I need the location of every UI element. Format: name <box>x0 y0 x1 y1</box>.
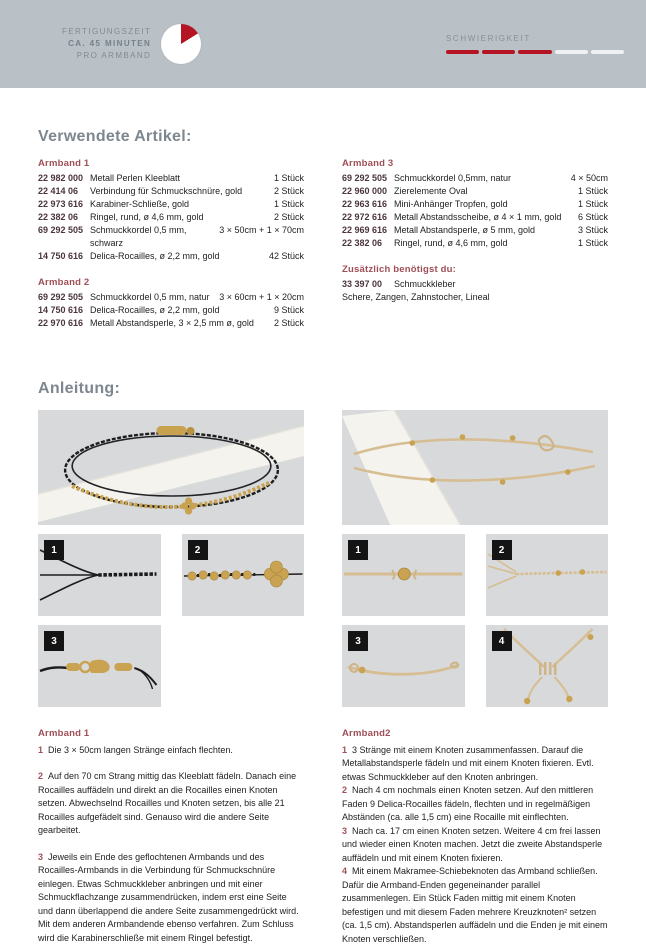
hero-photo-armband1 <box>38 410 304 525</box>
instructions-armband2 <box>342 727 608 946</box>
article-quantity: 1 Stück <box>577 186 608 196</box>
article-number: 22 414 06 <box>38 186 79 196</box>
step-number: 2 <box>342 785 348 795</box>
article-row <box>38 291 304 304</box>
header-band <box>0 0 646 88</box>
article-group-armband3 <box>342 158 608 250</box>
article-row <box>38 172 304 185</box>
used-articles-left-column <box>38 158 304 344</box>
article-number: 22 973 616 <box>38 199 84 209</box>
article-description: Schmuckkordel 0,5mm, natur <box>394 173 512 183</box>
article-quantity: 42 Stück <box>268 251 304 261</box>
article-quantity: 4 × 50cm <box>570 173 608 183</box>
article-group-heading: Armband 3 <box>342 158 394 169</box>
article-quantity: 1 Stück <box>273 199 304 209</box>
clock-pie-icon <box>161 24 201 64</box>
step-photo-armband1-3 <box>38 625 161 707</box>
article-number: 14 750 616 <box>38 251 84 261</box>
difficulty-segment-2 <box>482 50 515 54</box>
difficulty-block <box>446 34 624 54</box>
step-photo-armband1-1 <box>38 534 161 616</box>
article-row <box>38 317 304 330</box>
article-description: Schmuckkordel 0,5 mm, schwarz <box>90 225 187 248</box>
hero-photo-armband2 <box>342 410 608 525</box>
difficulty-bar <box>446 50 624 54</box>
article-group-heading: Zusätzlich benötigst du: <box>342 264 457 275</box>
step-badge: 1 <box>348 540 368 560</box>
article-number: 69 292 505 <box>38 292 84 302</box>
guide-title: Anleitung: <box>38 380 121 397</box>
article-description: Delica-Rocailles, ø 2,2 mm, gold <box>90 305 220 315</box>
step-photo-armband1-2 <box>182 534 305 616</box>
article-description: Metall Abstandsperle, ø 5 mm, gold <box>394 225 536 235</box>
step-text: Jeweils ein Ende des geflochtenen Armbands und des Rocailles-Armbands in die Verbindung für Schmuckschnüre einlegen. Etwas Schmuckkleber anbringen und mit einer Schmuckflachzange zusammendrücken, indem erst eine Seite und dann überlappend die andere Seite zusammengedrückt wird. Mit dem anderen Armbandende ebenso verfahren. Zum Schluss wird die Karabinerschließe mit einem Ringel befestigt. <box>38 851 299 943</box>
article-number: 14 750 616 <box>38 305 84 315</box>
article-description: Delica-Rocailles, ø 2,2 mm, gold <box>90 251 220 261</box>
article-description: Ringel, rund, ø 4,6 mm, gold <box>90 212 204 222</box>
article-row <box>38 250 304 263</box>
instruction-step <box>38 744 304 758</box>
step-number: 1 <box>38 744 44 755</box>
article-quantity: 1 Stück <box>273 173 304 183</box>
step-photos-armband1 <box>38 534 304 707</box>
step-photo-armband2-2 <box>486 534 609 616</box>
article-row <box>342 185 608 198</box>
article-number: 33 397 00 <box>342 279 383 289</box>
step-photos-armband2 <box>342 534 608 707</box>
step-number: 4 <box>342 866 348 876</box>
step-number: 1 <box>342 744 348 755</box>
article-row <box>38 185 304 198</box>
step-text: Die 3 × 50cm langen Stränge einfach flechten. <box>48 744 233 755</box>
article-number: 22 982 000 <box>38 173 84 183</box>
article-quantity: 1 Stück <box>577 199 608 209</box>
article-quantity: 3 × 60cm + 1 × 20cm <box>219 292 304 302</box>
article-number: 22 970 616 <box>38 318 84 328</box>
article-row <box>38 211 304 224</box>
article-row <box>342 278 608 291</box>
step-badge: 1 <box>44 540 64 560</box>
article-number: 22 963 616 <box>342 199 388 209</box>
article-description: Schmuckkleber <box>394 279 456 289</box>
article-row <box>342 224 608 237</box>
article-row <box>342 172 608 185</box>
step-photo-armband2-4 <box>486 625 609 707</box>
step-text: 3 Stränge mit einem Knoten zusammenfassen. Darauf die Metallabstandsperle fädeln und mit einem Knoten fixieren. Evtl. etwas Schmuckkleber auf den Knoten anbringen. <box>342 744 594 782</box>
instruction-step <box>342 865 608 946</box>
article-row <box>38 198 304 211</box>
instructions-armband1 <box>38 727 304 946</box>
article-group-heading: Armband 2 <box>38 277 90 288</box>
step-text: Auf den 70 cm Strang mittig das Kleeblatt fädeln. Danach eine Rocailles auffädeln und direkt an die Rocailles einen Knoten setzen. Abwechselnd Rocailles und Knoten setzen, bis alle 21 Rocailles aufgefädelt sind. Genauso wird die andere Seite gearbeitet. <box>38 771 297 835</box>
production-time-line1: FERTIGUNGSZEIT <box>62 27 152 36</box>
article-row <box>342 198 608 211</box>
article-quantity: 2 Stück <box>273 212 304 222</box>
step-badge: 3 <box>44 631 64 651</box>
step-photo-armband2-3 <box>342 625 465 707</box>
article-row <box>342 211 608 224</box>
step-badge: 2 <box>492 540 512 560</box>
article-description: Schmuckkordel 0,5 mm, natur <box>90 292 210 302</box>
difficulty-label: SCHWIERIGKEIT <box>446 34 531 43</box>
instruction-step <box>38 851 304 946</box>
article-row <box>342 237 608 250</box>
article-quantity: 3 × 50cm + 1 × 70cm <box>219 225 304 235</box>
article-description: Metall Abstandsperle, 3 × 2,5 mm ø, gold <box>90 318 254 328</box>
instructions-heading: Armband2 <box>342 728 391 739</box>
article-quantity: 6 Stück <box>577 212 608 222</box>
natural-bracelet-photo-illustration <box>342 410 608 525</box>
article-quantity: 2 Stück <box>273 318 304 328</box>
article-number: 22 972 616 <box>342 212 388 222</box>
used-articles-columns <box>38 158 608 344</box>
difficulty-segment-1 <box>446 50 479 54</box>
black-bracelet-photo-illustration <box>38 410 304 525</box>
article-description: Metall Perlen Kleeblatt <box>90 173 181 183</box>
instruction-step <box>38 770 304 838</box>
used-articles-right-column <box>342 158 608 344</box>
article-number: 22 382 06 <box>38 212 79 222</box>
production-time-line2: CA. 45 MINUTEN <box>68 39 152 48</box>
article-description: Mini-Anhänger Tropfen, gold <box>394 199 508 209</box>
step-number: 2 <box>38 771 44 781</box>
article-description: Verbindung für Schmuckschnüre, gold <box>90 186 243 196</box>
instruction-step <box>342 744 608 785</box>
article-description: Ringel, rund, ø 4,6 mm, gold <box>394 238 508 248</box>
article-number: 69 292 505 <box>342 173 388 183</box>
production-time-line3: PRO ARMBAND <box>76 51 152 60</box>
article-quantity: 2 Stück <box>273 186 304 196</box>
article-description: Zierelemente Oval <box>394 186 468 196</box>
production-time-text <box>62 26 151 62</box>
step-badge: 2 <box>188 540 208 560</box>
production-time-block <box>62 24 201 64</box>
article-group-extras <box>342 264 608 304</box>
step-number: 3 <box>342 825 348 836</box>
step-text: Nach 4 cm nochmals einen Knoten setzen. Auf den mittleren Faden 9 Delica-Rocailles fädeln, flechten und in regelmäßigen Abständen (ca. alle 1,5 cm) eine Rocaille mit einflechten. <box>342 785 594 822</box>
article-group-armband2 <box>38 277 304 330</box>
article-group-heading: Armband 1 <box>38 158 90 169</box>
article-description: Karabiner-Schließe, gold <box>90 199 190 209</box>
article-row <box>38 304 304 317</box>
step-photo-armband2-1 <box>342 534 465 616</box>
article-number: 69 292 505 <box>38 225 84 235</box>
step-badge: 4 <box>492 631 512 651</box>
instruction-step <box>342 825 608 866</box>
extra-tools-note: Schere, Zangen, Zahnstocher, Lineal <box>342 292 490 302</box>
article-description: Metall Abstandsscheibe, ø 4 × 1 mm, gold <box>394 212 562 222</box>
used-articles-title: Verwendete Artikel: <box>38 128 192 145</box>
article-number: 22 969 616 <box>342 225 388 235</box>
article-quantity: 9 Stück <box>273 305 304 315</box>
article-row <box>38 224 304 250</box>
article-number: 22 960 000 <box>342 186 388 196</box>
instructions-heading: Armband 1 <box>38 728 90 739</box>
step-text: Nach ca. 17 cm einen Knoten setzen. Weitere 4 cm frei lassen und wieder einen Knoten machen. Jetzt die zweite Abstandsperle auffädeln und mit einem Knoten fixieren. <box>342 825 603 863</box>
step-text: Mit einem Makramee-Schiebeknoten das Armband schließen. Dafür die Armband-Enden gegeneinander parallel zusammenlegen. Ein Stück Faden mittig mit einem Knoten befestigen und mit diesem Faden mehrere Kreuzknoten² setzen (ca. 1,5 cm). Abstandsperlen auffädeln und die Enden je mit einem Knoten verschließen. <box>342 866 608 944</box>
article-number: 22 382 06 <box>342 238 383 248</box>
article-quantity: 3 Stück <box>577 225 608 235</box>
article-quantity: 1 Stück <box>577 238 608 248</box>
article-group-armband1 <box>38 158 304 263</box>
difficulty-segment-4 <box>555 50 588 54</box>
step-number: 3 <box>38 851 44 862</box>
difficulty-segment-3 <box>518 50 551 54</box>
difficulty-segment-5 <box>591 50 624 54</box>
instruction-step <box>342 784 608 825</box>
step-badge: 3 <box>348 631 368 651</box>
